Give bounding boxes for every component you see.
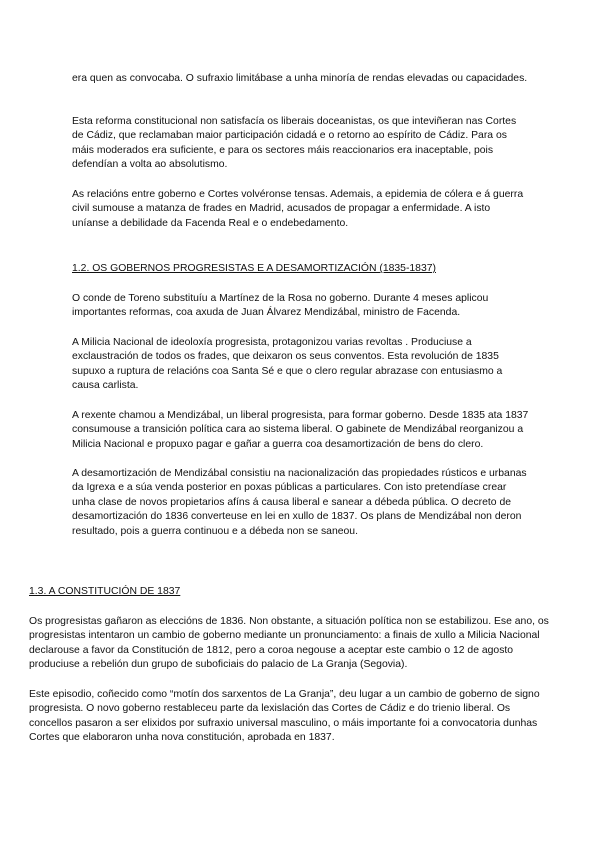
paragraph-doceanistas: Esta reforma constitucional non satisfacía os liberais doceanistas, os que inteviñeran nas Cortes de Cádiz, que reclamaban maior participación cidadá e o retorno ao espírito de Cádiz. Para os máis moderados era suficiente, e para os sectores máis reaccionarios era inaceptable, pois defendían a volta ao absolutismo. — [72, 116, 517, 171]
paragraph-desamortizacion: A desamortización de Mendizábal consistiu na nacionalización das propiedades rústicos e urbanas da Igrexa e a súa venda posterior en poxas públicas a particulares. Con isto pretendíase crear unha clase de novos propietarios afíns á causa liberal e sanear a débeda pública. O decreto de desamortización do 1836 converteuse en lei en xullo de 1837. Os plans de Mendizábal non deron resultado, pois a guerra continuou e a débeda non se saneou. — [72, 468, 527, 537]
section-heading-1-3: 1.3. A CONSTITUCIÓN DE 1837 — [29, 586, 181, 597]
paragraph-milicia: A Milicia Nacional de ideoloxía progresista, protagonizou varias revoltas . Produciuse a exclaustración de todos os frades, que deixaron os seus conventos. Esta revolución de 1835 supuxo a ruptura de relacións coa Santa Sé e que o clero regular abrazase con entusiasmo a causa carlista. — [72, 337, 503, 392]
paragraph-elections-1836: Os progresistas gañaron as eleccións de 1836. Non obstante, a situación política non se estabilizou. Ese ano, os progresistas intentaron un cambio de goberno mediante un pronunciamento: a finais de xullo a Milicia Nacional declarouse a favor da Constitución de 1812, pero a coroa negouse a aceptar este cambio o 12 de agosto produciuse a rebelión dun grupo de suboficiais do palacio de La Granja (Segovia). — [29, 616, 549, 671]
paragraph-la-granja: Este episodio, coñecido como “motín dos sarxentos de La Granja”, deu lugar a un cambio de goberno de signo progresista. O novo goberno restableceu parte da lexislación das Cortes de Cádiz e do trienio liberal. Os concellos pasaron a ser elixidos por sufraxio universal masculino, o máis importante foi a convocatoria dunhas Cortes que elaboraron unha nova constitución, aprobada en 1837. — [29, 689, 540, 744]
paragraph-suffrage: era quen as convocaba. O sufraxio limitábase a unha minoría de rendas elevadas ou capacidades. — [72, 73, 528, 84]
paragraph-toreno: O conde de Toreno substituíu a Martínez de la Rosa no goberno. Durante 4 meses aplicou importantes reformas, coa axuda de Juan Álvarez Mendizábal, ministro de Facenda. — [72, 293, 489, 319]
section-heading-1-2: 1.2. OS GOBERNOS PROGRESISTAS E A DESAMORTIZACIÓN (1835-1837) — [72, 263, 436, 274]
paragraph-mendizabal: A rexente chamou a Mendizábal, un liberal progresista, para formar goberno. Desde 1835 ata 1837 consumouse a transición política cara ao sistema liberal. O gabinete de Mendizábal reorganizou a Milicia Nacional e propuxo pagar e gañar a guerra coa desamortización de bens do clero. — [72, 410, 529, 450]
paragraph-relations: As relacións entre goberno e Cortes volvéronse tensas. Ademais, a epidemia de cólera e á guerra civil sumouse a matanza de frades en Madrid, acusados de propagar a enfermidade. A isto uníanse a debilidade da Facenda Real e o endebedamento. — [72, 189, 524, 229]
